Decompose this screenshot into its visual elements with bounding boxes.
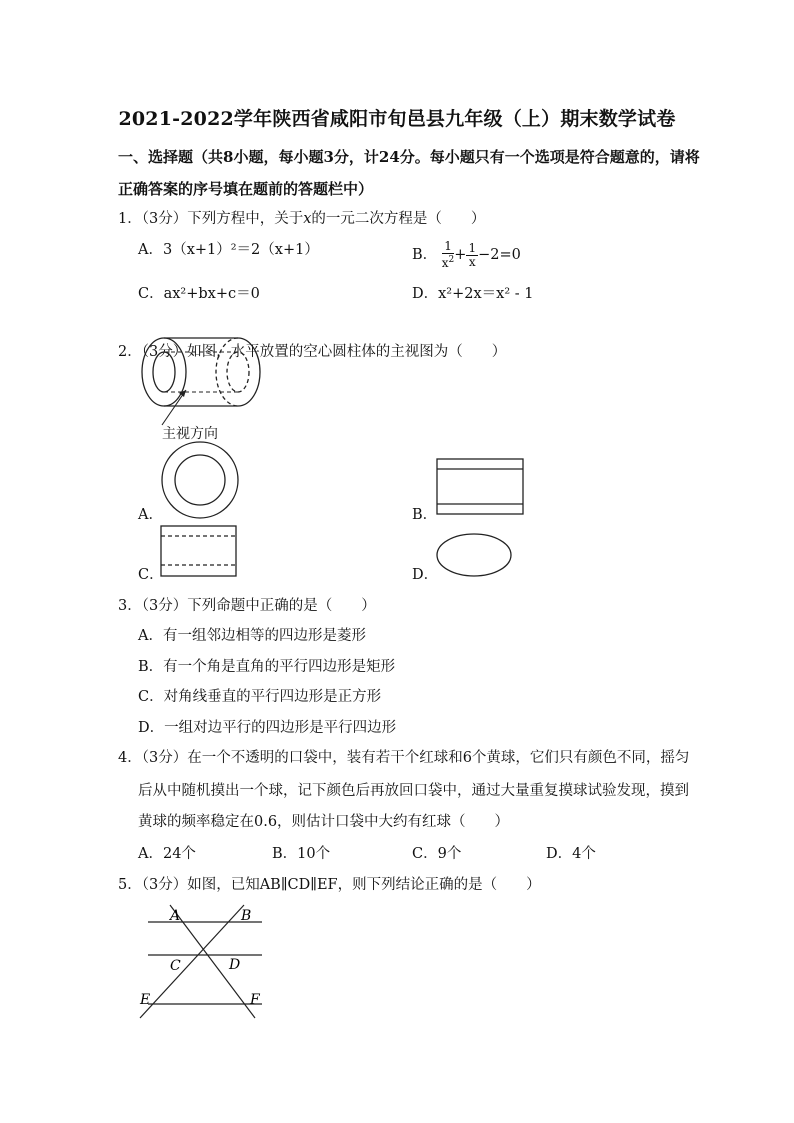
option-d-ellipse-figure	[436, 532, 516, 580]
question-4-option-c: C．9个	[412, 846, 462, 862]
question-4-line1: 4．（3分）在一个不透明的口袋中，装有若干个红球和6个黄球，它们只有颜色不同，摇匀	[118, 750, 690, 766]
parallel-lines-figure	[130, 900, 275, 1025]
question-4-option-a: A．24个	[138, 846, 196, 862]
question-2-stem: 2．（3分）如图，水平放置的空心圆柱体的主视图为（ ）	[118, 344, 507, 360]
question-2-option-d: D．	[412, 567, 439, 583]
question-2-option-b: B．	[412, 507, 438, 523]
view-direction-label: 主视方向	[162, 426, 218, 442]
question-2-option-c: C．	[138, 567, 164, 583]
point-label-b: B	[241, 908, 252, 924]
question-3-option-a: A．有一组邻边相等的四边形是菱形	[138, 628, 366, 644]
question-3-option-b: B．有一个角是直角的平行四边形是矩形	[138, 659, 396, 675]
section-heading-line2: 正确答案的序号填在题前的答题栏中）	[118, 180, 374, 198]
question-2-option-a: A．	[138, 507, 163, 523]
question-1-option-d: D．x²+2x＝x² - 1	[412, 286, 534, 302]
question-1-option-b: B． $\frac{1}{x^2}$ + $\frac{1}{x}$ −2=0	[412, 239, 521, 270]
point-label-e: E	[140, 992, 151, 1008]
point-label-c: C	[170, 958, 181, 974]
option-c-rectangle-dashed-lines	[160, 525, 240, 579]
question-5-stem: 5．（3分）如图，已知AB∥CD∥EF，则下列结论正确的是（ ）	[118, 877, 541, 893]
question-1-stem: 1．（3分）下列方程中，关于x的一元二次方程是（ ）	[118, 211, 486, 227]
point-label-a: A	[170, 908, 181, 924]
option-b-rectangle-solid-lines	[436, 458, 526, 518]
question-3-stem: 3．（3分）下列命题中正确的是（ ）	[118, 598, 376, 614]
page-title: 2021-2022学年陕西省咸阳市旬邑县九年级（上）期末数学试卷	[118, 108, 676, 130]
question-1-option-a: A．3（x+1）²＝2（x+1）	[138, 242, 319, 258]
question-3-option-d: D．一组对边平行的四边形是平行四边形	[138, 720, 397, 736]
question-1-option-c: C．ax²+bx+c＝0	[138, 286, 260, 302]
question-4-line3: 黄球的频率稳定在0.6，则估计口袋中大约有红球（ ）	[138, 814, 510, 830]
section-heading-line1: 一、选择题（共8小题，每小题3分，计24分。每小题只有一个选项是符合题意的，请将	[118, 148, 700, 166]
point-label-d: D	[229, 957, 241, 973]
option-a-ring-figure	[160, 440, 240, 520]
question-4-option-d: D．4个	[546, 846, 596, 862]
question-3-option-c: C．对角线垂直的平行四边形是正方形	[138, 689, 382, 705]
question-4-option-b: B．10个	[272, 846, 331, 862]
question-4-line2: 后从中随机摸出一个球，记下颜色后再放回口袋中，通过大量重复摸球试验发现，摸到	[138, 783, 689, 799]
point-label-f: F	[250, 992, 260, 1008]
